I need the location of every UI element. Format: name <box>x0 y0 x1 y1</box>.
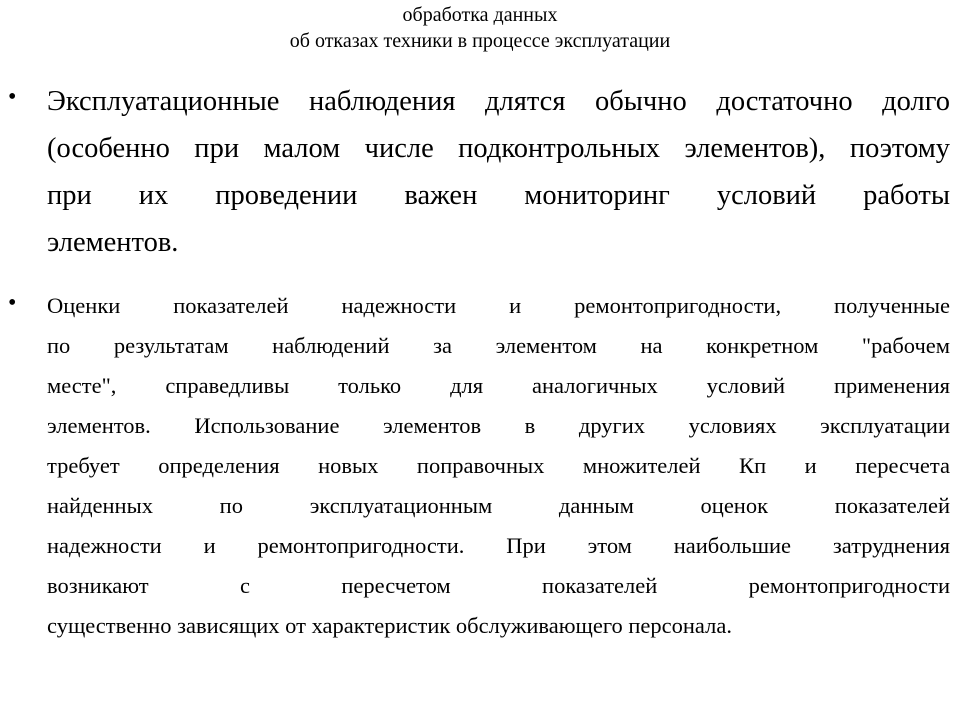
bullet-paragraph-2 <box>47 286 950 646</box>
title-line-1: обработка данных <box>402 4 558 26</box>
text-line: по результатам наблюдений за элементом на конкретном "рабочем <box>47 333 950 358</box>
text-line: элементов. <box>47 227 179 258</box>
text-line: найденных по эксплуатационным данным оценок показателей <box>47 493 950 518</box>
slide-title <box>0 2 960 54</box>
text-line: требует определения новых поправочных множителей Кп и пересчета <box>47 453 950 478</box>
bullet-marker: • <box>8 290 17 316</box>
text-line: надежности и ремонтопригодности. При этом наибольшие затруднения <box>47 533 950 558</box>
text-line: (особенно при малом числе подконтрольных элементов), поэтому <box>47 133 950 164</box>
text-line: месте", справедливы только для аналогичных условий применения <box>47 373 950 398</box>
title-line-2: об отказах техники в процессе эксплуатации <box>289 30 671 52</box>
bullet-paragraph-1 <box>47 78 950 266</box>
text-line: Оценки показателей надежности и ремонтопригодности, полученные <box>47 293 950 318</box>
text-line: существенно зависящих от характеристик обслуживающего персонала. <box>47 613 732 638</box>
text-line: элементов. Использование элементов в других условиях эксплуатации <box>47 413 950 438</box>
text-line: Эксплуатационные наблюдения длятся обычно достаточно долго <box>47 86 950 117</box>
text-line: возникают с пересчетом показателей ремонтопригодности <box>47 573 950 598</box>
text-line: при их проведении важен мониторинг условий работы <box>47 180 950 211</box>
bullet-marker: • <box>8 84 17 110</box>
